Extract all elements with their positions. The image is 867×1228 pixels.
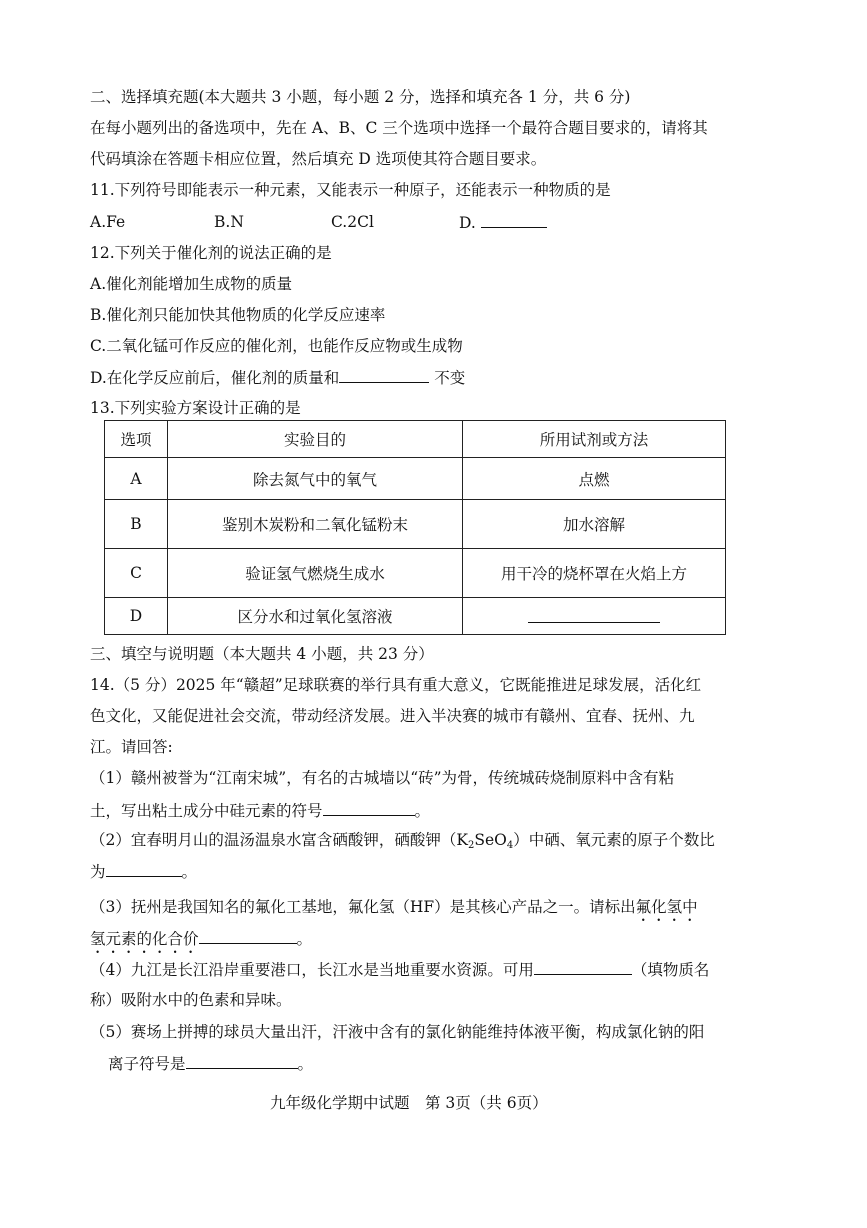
row-purpose: 除去氮气中的氧气 xyxy=(168,458,463,500)
row-option: A xyxy=(105,458,168,500)
q14-intro-3: 江。请回答: xyxy=(90,738,173,756)
table-row xyxy=(105,458,726,500)
table-row xyxy=(105,549,726,598)
table-row xyxy=(105,500,726,549)
section2-heading: 二、选择填充题(本大题共 3 小题，每小题 2 分，选择和填充各 1 分，共 6 分) xyxy=(90,88,631,106)
q13-table xyxy=(104,420,726,635)
q14-part3-line2: 氢元素的化合价 。 xyxy=(90,927,312,957)
q12-answer-blank xyxy=(339,366,429,383)
q14-part5-line1: （5）赛场上拼搏的球员大量出汗，汗液中含有的氯化钠能维持体液平衡，构成氯化钠的阳 xyxy=(90,1023,705,1041)
row-method: 点燃 xyxy=(463,458,726,500)
section2-instruction-2: 代码填涂在答题卡相应位置，然后填充 D 选项使其符合题目要求。 xyxy=(90,150,547,168)
row-method xyxy=(463,598,726,635)
row-purpose: 区分水和过氧化氢溶液 xyxy=(168,598,463,635)
header-method: 所用试剂或方法 xyxy=(463,421,726,458)
q12-option-a: A.催化剂能增加生成物的质量 xyxy=(90,275,293,293)
table-row xyxy=(105,598,726,635)
row-method: 用干冷的烧杯罩在火焰上方 xyxy=(463,549,726,598)
q14-part2-line1: （2）宜春明月山的温汤温泉水富含硒酸钾，硒酸钾（K2SeO4）中硒、氧元素的原子个数比 xyxy=(90,831,715,851)
q14-part4-blank xyxy=(534,958,632,975)
table-header-row xyxy=(105,421,726,458)
q14-part5-blank xyxy=(186,1052,298,1069)
q11-answer-blank xyxy=(481,211,547,228)
q11-option-d: D. xyxy=(459,211,547,234)
q14-part1-line2: 土，写出粘土成分中硅元素的符号 。 xyxy=(90,799,430,822)
q14-part2-line2: 为 。 xyxy=(90,860,197,883)
q12-option-c: C.二氧化锰可作反应的催化剂，也能作反应物或生成物 xyxy=(90,337,463,355)
q12-option-b: B.催化剂只能加快其他物质的化学反应速率 xyxy=(90,306,386,324)
q14-part4-line1: （4）九江是长江沿岸重要港口，长江水是当地重要水资源。可用 （填物质名 xyxy=(90,958,709,981)
q14-part2-blank xyxy=(106,860,182,877)
q11-options xyxy=(90,211,790,233)
q14-intro-2: 色文化，又能促进社会交流，带动经济发展。进入半决赛的城市有赣州、宜春、抚州、九 xyxy=(90,707,695,725)
row-option: C xyxy=(105,549,168,598)
q14-part1-blank xyxy=(323,799,415,816)
q11-option-b: B.N xyxy=(214,213,244,231)
q14-part3-line1: （3）抚州是我国知名的氟化工基地，氟化氢（HF）是其核心产品之一。请标出氟化氢中 xyxy=(90,898,698,916)
q11-stem: 11.下列符号即能表示一种元素，又能表示一种原子，还能表示一种物质的是 xyxy=(90,181,611,199)
header-purpose: 实验目的 xyxy=(168,421,463,458)
q12-option-d: D.在化学反应前后，催化剂的质量和 不变 xyxy=(90,366,465,389)
q13-stem: 13.下列实验方案设计正确的是 xyxy=(90,399,301,417)
q14-part5-line2: 离子符号是 。 xyxy=(108,1052,313,1075)
section3-heading: 三、填空与说明题（本大题共 4 小题，共 23 分） xyxy=(90,645,434,663)
row-purpose: 验证氢气燃烧生成水 xyxy=(168,549,463,598)
section2-instruction-1: 在每小题列出的备选项中，先在 A、B、C 三个选项中选择一个最符合题目要求的，请将其 xyxy=(90,119,708,137)
q14-part3-blank xyxy=(199,927,297,944)
q14-intro-1: 14.（5 分）2025 年“赣超”足球联赛的举行具有重大意义，它既能推进足球发展，活化红 xyxy=(90,676,702,694)
q11-option-c: C.2Cl xyxy=(331,213,374,231)
page-footer: 九年级化学期中试题 第 3页（共 6页） xyxy=(270,1094,548,1112)
row-option: D xyxy=(105,598,168,635)
q13-answer-blank xyxy=(528,606,660,623)
row-purpose: 鉴别木炭粉和二氧化锰粉末 xyxy=(168,500,463,549)
q14-part1-line1: （1）赣州被誉为“江南宋城”，有名的古城墙以“砖”为骨，传统城砖烧制原料中含有粘 xyxy=(90,769,675,787)
row-method: 加水溶解 xyxy=(463,500,726,549)
q12-stem: 12.下列关于催化剂的说法正确的是 xyxy=(90,244,332,262)
row-option: B xyxy=(105,500,168,549)
q11-option-a: A.Fe xyxy=(90,213,126,231)
header-option: 选项 xyxy=(105,421,168,458)
q14-part4-line2: 称）吸附水中的色素和异味。 xyxy=(90,991,292,1009)
